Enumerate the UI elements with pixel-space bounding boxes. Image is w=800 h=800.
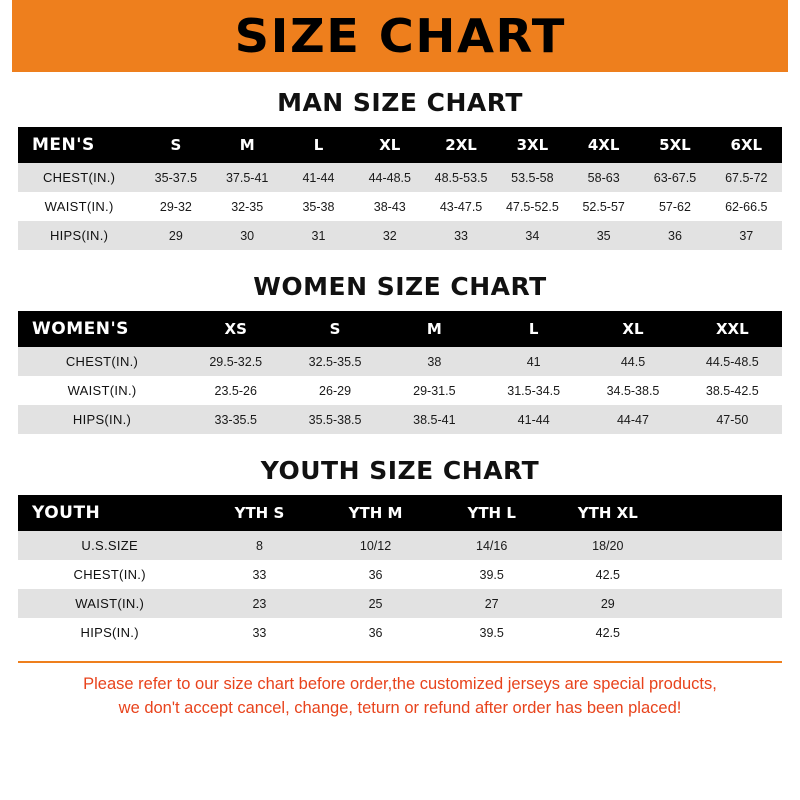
men-size-table <box>18 127 782 250</box>
women-header-xs: XS <box>224 320 247 338</box>
men-header-label: MEN'S <box>32 135 95 155</box>
women-chest-l: 41 <box>526 354 541 369</box>
youth-size-table <box>18 495 782 647</box>
youth-header-empty <box>666 495 782 531</box>
youth-header-xl: YTH XL <box>577 504 638 522</box>
women-chest-m: 38 <box>427 354 442 369</box>
men-chest-l: 41-44 <box>302 170 335 185</box>
banner-edge-left <box>0 0 12 72</box>
youth-chest-s: 33 <box>252 567 267 582</box>
men-header-5xl: 5XL <box>659 136 691 154</box>
men-row-hips-label: HIPS(IN.) <box>49 228 109 243</box>
women-waist-xxl: 38.5-42.5 <box>705 383 759 398</box>
men-row-chest-label: CHEST(IN.) <box>42 170 116 185</box>
footer-note-line2: we don't accept cancel, change, teturn or refund after order has been placed! <box>118 698 682 717</box>
men-header-xl: XL <box>379 136 401 154</box>
women-hips-s: 35.5-38.5 <box>308 412 362 427</box>
table-row <box>18 163 782 192</box>
women-waist-l: 31.5-34.5 <box>507 383 561 398</box>
youth-header-s: YTH S <box>234 504 285 522</box>
page-title: SIZE CHART <box>234 9 566 63</box>
youth-header-l: YTH L <box>467 504 516 522</box>
footer-note-line1: Please refer to our size chart before order,the customized jerseys are special products, <box>83 675 717 693</box>
table-header-row <box>18 495 782 531</box>
table-row <box>18 618 782 647</box>
youth-chest-m: 36 <box>368 567 383 582</box>
banner-edge-right <box>788 0 800 72</box>
youth-row-chest-label: CHEST(IN.) <box>73 567 146 582</box>
youth-row-ussize-label: U.S.SIZE <box>81 538 138 553</box>
youth-chest-xl: 42.5 <box>595 567 620 582</box>
table-row <box>18 560 782 589</box>
women-waist-s: 26-29 <box>319 383 352 398</box>
women-hips-xs: 33-35.5 <box>214 412 257 427</box>
men-section <box>0 88 800 250</box>
women-hips-xxl: 47-50 <box>716 412 749 427</box>
youth-ussize-l: 14/16 <box>476 538 508 553</box>
women-chest-xs: 29.5-32.5 <box>209 354 263 369</box>
men-chest-xl: 44-48.5 <box>368 170 411 185</box>
men-waist-s: 29-32 <box>159 199 192 214</box>
men-chest-5xl: 63-67.5 <box>653 170 697 185</box>
men-chest-s: 35-37.5 <box>154 170 198 185</box>
table-row <box>18 589 782 618</box>
youth-section <box>0 456 800 647</box>
men-hips-m: 30 <box>240 228 255 243</box>
men-chest-2xl: 48.5-53.5 <box>434 170 488 185</box>
women-row-waist-label: WAIST(IN.) <box>67 383 137 398</box>
table-row <box>18 405 782 434</box>
men-hips-2xl: 33 <box>454 228 469 243</box>
women-size-table <box>18 311 782 434</box>
table-row <box>18 347 782 376</box>
men-header-3xl: 3XL <box>516 136 549 154</box>
men-waist-xl: 38-43 <box>373 199 406 214</box>
men-section-title: MAN SIZE CHART <box>277 88 523 117</box>
table-header-row <box>18 127 782 163</box>
youth-hips-xl: 42.5 <box>595 625 620 640</box>
men-chest-m: 37.5-41 <box>225 170 269 185</box>
men-waist-5xl: 57-62 <box>658 199 691 214</box>
women-header-s: S <box>329 320 341 338</box>
women-hips-l: 41-44 <box>517 412 550 427</box>
men-hips-3xl: 34 <box>525 228 540 243</box>
youth-header-m: YTH M <box>348 504 403 522</box>
women-waist-xl: 34.5-38.5 <box>606 383 660 398</box>
women-waist-xs: 23.5-26 <box>214 383 257 398</box>
women-section-title: WOMEN SIZE CHART <box>253 272 547 301</box>
youth-hips-l: 39.5 <box>479 625 504 640</box>
men-header-4xl: 4XL <box>587 136 620 154</box>
men-waist-2xl: 43-47.5 <box>439 199 483 214</box>
men-hips-xl: 32 <box>382 228 397 243</box>
youth-hips-empty <box>666 618 782 647</box>
youth-ussize-s: 8 <box>255 538 263 553</box>
youth-waist-s: 23 <box>252 596 267 611</box>
youth-ussize-empty <box>666 531 782 560</box>
table-row <box>18 376 782 405</box>
women-chest-s: 32.5-35.5 <box>308 354 362 369</box>
women-chest-xl: 44.5 <box>620 354 646 369</box>
youth-header-label: YOUTH <box>32 503 101 523</box>
youth-row-waist-label: WAIST(IN.) <box>75 596 145 611</box>
youth-ussize-xl: 18/20 <box>592 538 624 553</box>
men-waist-3xl: 47.5-52.5 <box>505 199 559 214</box>
men-header-m: M <box>239 136 255 154</box>
men-hips-l: 31 <box>311 228 326 243</box>
footer-note <box>18 661 782 721</box>
women-header-label: WOMEN'S <box>32 319 129 339</box>
header-banner <box>0 0 800 72</box>
men-chest-6xl: 67.5-72 <box>725 170 768 185</box>
youth-ussize-m: 10/12 <box>359 538 392 553</box>
men-waist-4xl: 52.5-57 <box>582 199 625 214</box>
youth-waist-xl: 29 <box>600 596 615 611</box>
men-header-6xl: 6XL <box>730 136 763 154</box>
men-header-l: L <box>313 136 324 154</box>
youth-row-hips-label: HIPS(IN.) <box>80 625 139 640</box>
men-header-s: S <box>170 136 182 154</box>
women-row-chest-label: CHEST(IN.) <box>65 354 139 369</box>
men-waist-m: 32-35 <box>231 199 264 214</box>
table-header-row <box>18 311 782 347</box>
youth-hips-m: 36 <box>368 625 383 640</box>
men-row-waist-label: WAIST(IN.) <box>44 199 114 214</box>
youth-waist-empty <box>666 589 782 618</box>
women-waist-m: 29-31.5 <box>413 383 456 398</box>
youth-chest-empty <box>666 560 782 589</box>
women-header-xxl: XXL <box>715 320 749 338</box>
table-row <box>18 221 782 250</box>
men-hips-4xl: 35 <box>596 228 611 243</box>
women-chest-xxl: 44.5-48.5 <box>705 354 759 369</box>
table-row <box>18 192 782 221</box>
women-section <box>0 272 800 434</box>
men-chest-4xl: 58-63 <box>587 170 620 185</box>
men-hips-6xl: 37 <box>739 228 754 243</box>
youth-waist-m: 25 <box>368 596 383 611</box>
men-hips-s: 29 <box>168 228 183 243</box>
men-waist-6xl: 62-66.5 <box>725 199 768 214</box>
women-hips-m: 38.5-41 <box>413 412 456 427</box>
youth-chest-l: 39.5 <box>479 567 504 582</box>
youth-section-title: YOUTH SIZE CHART <box>260 456 540 485</box>
women-header-xl: XL <box>622 320 644 338</box>
youth-waist-l: 27 <box>484 596 499 611</box>
women-header-m: M <box>426 320 442 338</box>
men-waist-l: 35-38 <box>302 199 335 214</box>
men-hips-5xl: 36 <box>668 228 682 243</box>
women-row-hips-label: HIPS(IN.) <box>72 412 132 427</box>
youth-hips-s: 33 <box>252 625 267 640</box>
men-chest-3xl: 53.5-58 <box>511 170 554 185</box>
women-header-l: L <box>528 320 539 338</box>
women-hips-xl: 44-47 <box>616 412 649 427</box>
table-row <box>18 531 782 560</box>
men-header-2xl: 2XL <box>445 136 477 154</box>
